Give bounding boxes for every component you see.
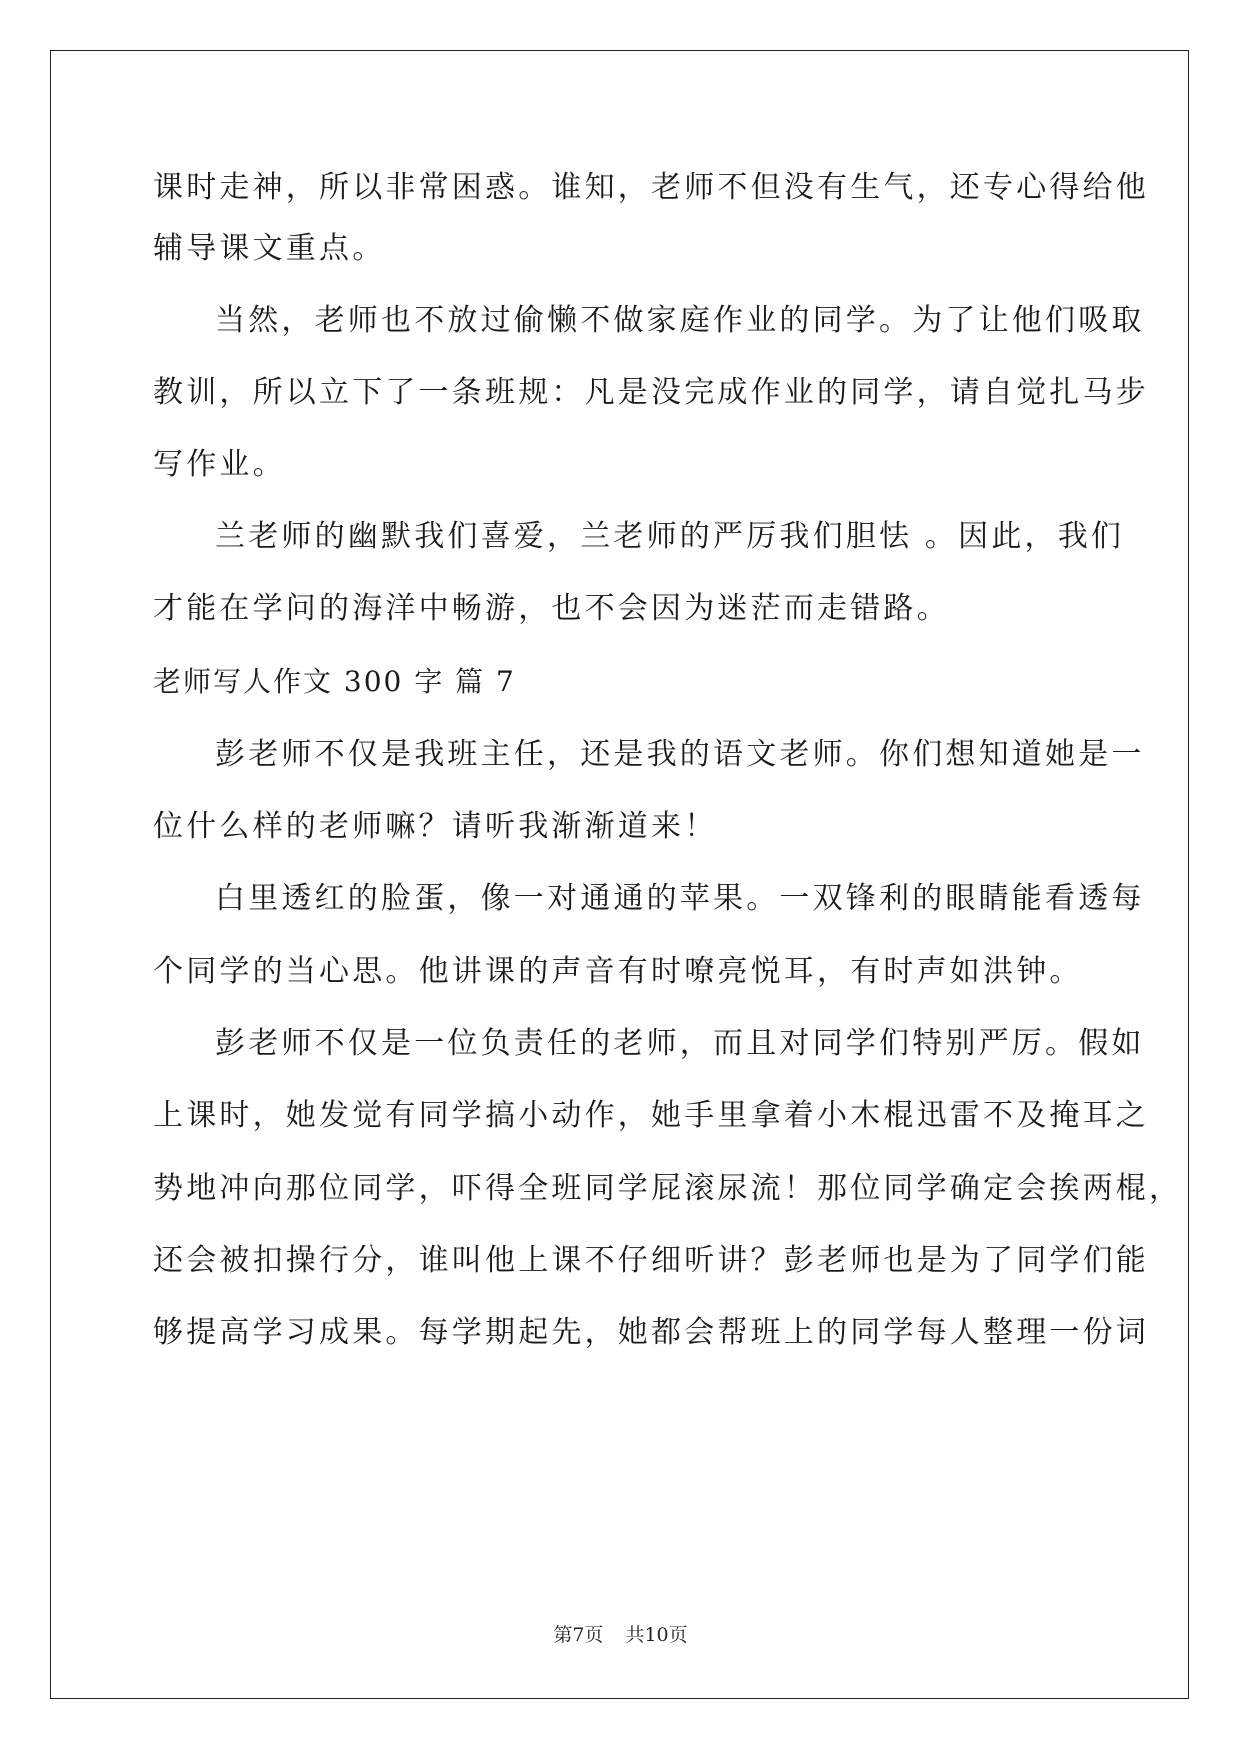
text-line: 才能在学问的海洋中畅游，也不会因为迷茫而走错路。 [153, 591, 950, 626]
text-line: 还会被扣操行分，谁叫他上课不仔细听讲？彭老师也是为了同学们能 [153, 1243, 1149, 1278]
page-border [50, 50, 1189, 1699]
text-line: 白里透红的脸蛋，像一对通通的苹果。一双锋利的眼睛能看透每 [215, 881, 1145, 916]
text-line: 课时走神，所以非常困惑。谁知，老师不但没有生气，还专心得给他 [153, 170, 1149, 205]
text-line: 写作业。 [153, 447, 286, 482]
page-total: 共10页 [625, 1624, 688, 1646]
page-footer [0, 1620, 1241, 1647]
text-line: 彭老师不仅是一位负责任的老师，而且对同学们特别严厉。假如 [215, 1026, 1145, 1061]
text-line: 够提高学习成果。每学期起先，她都会帮班上的同学每人整理一份词 [153, 1315, 1149, 1350]
text-line: 教训，所以立下了一条班规：凡是没完成作业的同学，请自觉扎马步 [153, 375, 1149, 410]
page-number: 第7页 [553, 1624, 604, 1646]
text-line: 兰老师的幽默我们喜爱，兰老师的严厉我们胆怯 。因此，我们 [215, 519, 1125, 554]
text-line: 上课时，她发觉有同学搞小动作，她手里拿着小木棍迅雷不及掩耳之 [153, 1098, 1149, 1133]
text-line: 彭老师不仅是我班主任，还是我的语文老师。你们想知道她是一 [215, 737, 1145, 772]
text-line: 个同学的当心思。他讲课的声音有时嘹亮悦耳，有时声如洪钟。 [153, 954, 1083, 989]
text-line: 位什么样的老师嘛？请听我渐渐道来！ [153, 809, 718, 844]
section-heading: 老师写人作文 300 字 篇 7 [153, 665, 516, 698]
text-line: 势地冲向那位同学，吓得全班同学屁滚尿流！那位同学确定会挨两棍， [153, 1171, 1183, 1206]
text-line: 辅导课文重点。 [153, 231, 386, 266]
text-line: 当然，老师也不放过偷懒不做家庭作业的同学。为了让他们吸取 [215, 303, 1145, 338]
